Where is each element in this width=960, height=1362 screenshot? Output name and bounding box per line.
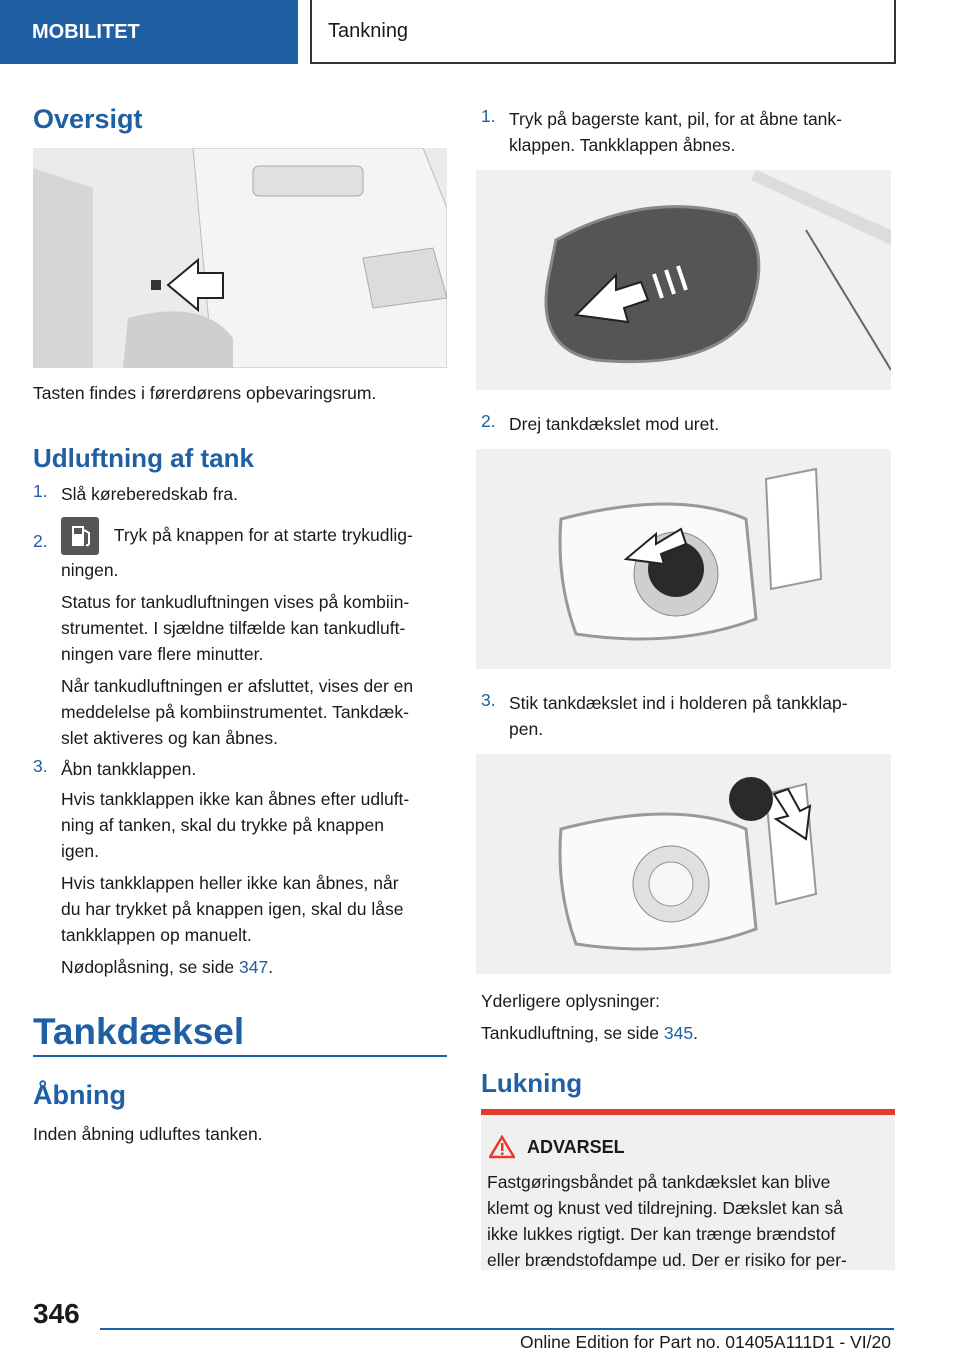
warning-line: ikke lukkes rigtigt. Der kan trænge brændstof xyxy=(487,1224,836,1244)
section-label: MOBILITET xyxy=(32,20,140,43)
detail-line: strumentet. I sjældne tilfælde kan tankudluft- xyxy=(61,618,406,638)
warning-line: klemt og knust ved tildrejning. Dækslet kan så xyxy=(487,1198,843,1218)
warning-header xyxy=(489,1135,859,1159)
warning-line: eller brændstofdampe ud. Der er risiko for per- xyxy=(487,1250,847,1270)
ref-suffix: . xyxy=(693,1023,698,1043)
illustration-unscrew-cap xyxy=(476,449,891,669)
aabning-text: Inden åbning udluftes tanken. xyxy=(33,1124,263,1144)
warning-triangle-icon xyxy=(489,1135,515,1159)
tank-vent-ref xyxy=(481,1020,891,1046)
step-number: 2. xyxy=(481,411,496,431)
illustration-fuel-flap xyxy=(476,170,891,390)
step-number: 3. xyxy=(481,690,496,710)
warning-line: Fastgøringsbåndet på tankdækslet kan blive xyxy=(487,1172,831,1192)
heading-aabning: Åbning xyxy=(33,1080,126,1110)
page-link-345[interactable]: 345 xyxy=(663,1023,694,1043)
step-text-line: Tryk på knappen for at starte trykudlig- xyxy=(113,524,413,545)
step-text: Slå køreberedskab fra. xyxy=(61,484,239,504)
step-text: Åbn tankklappen. xyxy=(61,759,197,779)
detail-line: meddelelse på kombiinstrumentet. Tankdæk- xyxy=(61,702,409,722)
warning-text xyxy=(487,1169,891,1273)
ref-text: Tankudluftning, se side xyxy=(481,1023,664,1043)
more-info-label: Yderligere oplysninger: xyxy=(481,991,660,1011)
step-line: klappen. Tankklappen åbnes. xyxy=(509,135,736,155)
step-text xyxy=(509,690,899,742)
heading-tankdaeksel: Tankdæksel xyxy=(33,1011,245,1052)
step-line: Tryk på bagerste kant, pil, for at åbne tank- xyxy=(509,109,842,129)
illustration-door-storage xyxy=(33,148,447,368)
detail-line: Hvis tankklappen ikke kan åbnes efter udluft- xyxy=(61,789,410,809)
step-text: Drej tankdækslet mod uret. xyxy=(509,414,720,434)
section-divider xyxy=(33,1055,447,1057)
step-number: 2. xyxy=(33,531,48,551)
step-detail xyxy=(61,786,461,980)
step-line: pen. xyxy=(509,719,544,739)
detail-line: du har trykket på knappen igen, skal du låse xyxy=(61,899,404,919)
emergency-ref xyxy=(61,954,461,980)
edition-text: Online Edition for Part no. 01405A111D1 - VI/20 xyxy=(520,1332,891,1352)
ref-suffix: . xyxy=(268,957,274,977)
chapter-header xyxy=(310,0,896,64)
step-number: 1. xyxy=(33,481,48,501)
heading-oversigt: Oversigt xyxy=(33,104,143,134)
illustration-cap-holder xyxy=(476,754,891,974)
detail-line: Hvis tankklappen heller ikke kan åbnes, når xyxy=(61,873,399,893)
footer-rule xyxy=(100,1328,894,1330)
heading-udluftning: Udluftning af tank xyxy=(33,443,254,473)
detail-line: Status for tankudluftningen vises på kombiin- xyxy=(61,592,410,612)
warning-label: ADVARSEL xyxy=(527,1136,625,1157)
detail-line: ning af tanken, skal du trykke på knappen xyxy=(61,815,384,835)
page-number: 346 xyxy=(33,1298,80,1329)
step-text-line: ningen. xyxy=(61,560,119,580)
step-number: 3. xyxy=(33,756,48,776)
step-line: Stik tankdækslet ind i holderen på tankklap- xyxy=(509,693,848,713)
ref-text: Nødoplåsning, se side xyxy=(61,957,240,977)
detail-line: slet aktiveres og kan åbnes. xyxy=(61,728,278,748)
chapter-label: Tankning xyxy=(328,19,409,42)
step-detail xyxy=(61,589,461,751)
heading-lukning: Lukning xyxy=(481,1068,583,1098)
detail-line: igen. xyxy=(61,841,99,861)
tank-vent-button-icon xyxy=(61,517,99,555)
warning-box xyxy=(481,1115,895,1270)
caption-door-storage: Tasten findes i førerdørens opbevaringsrum. xyxy=(33,383,377,403)
section-tab xyxy=(0,0,298,64)
detail-line: tankklappen op manuelt. xyxy=(61,925,252,945)
step-text xyxy=(61,517,447,555)
detail-line: ningen vare flere minutter. xyxy=(61,644,264,664)
detail-line: Når tankudluftningen er afsluttet, vises der en xyxy=(61,676,414,696)
step-number: 1. xyxy=(481,106,496,126)
page-link-347[interactable]: 347 xyxy=(239,957,269,977)
step-text xyxy=(509,106,899,158)
